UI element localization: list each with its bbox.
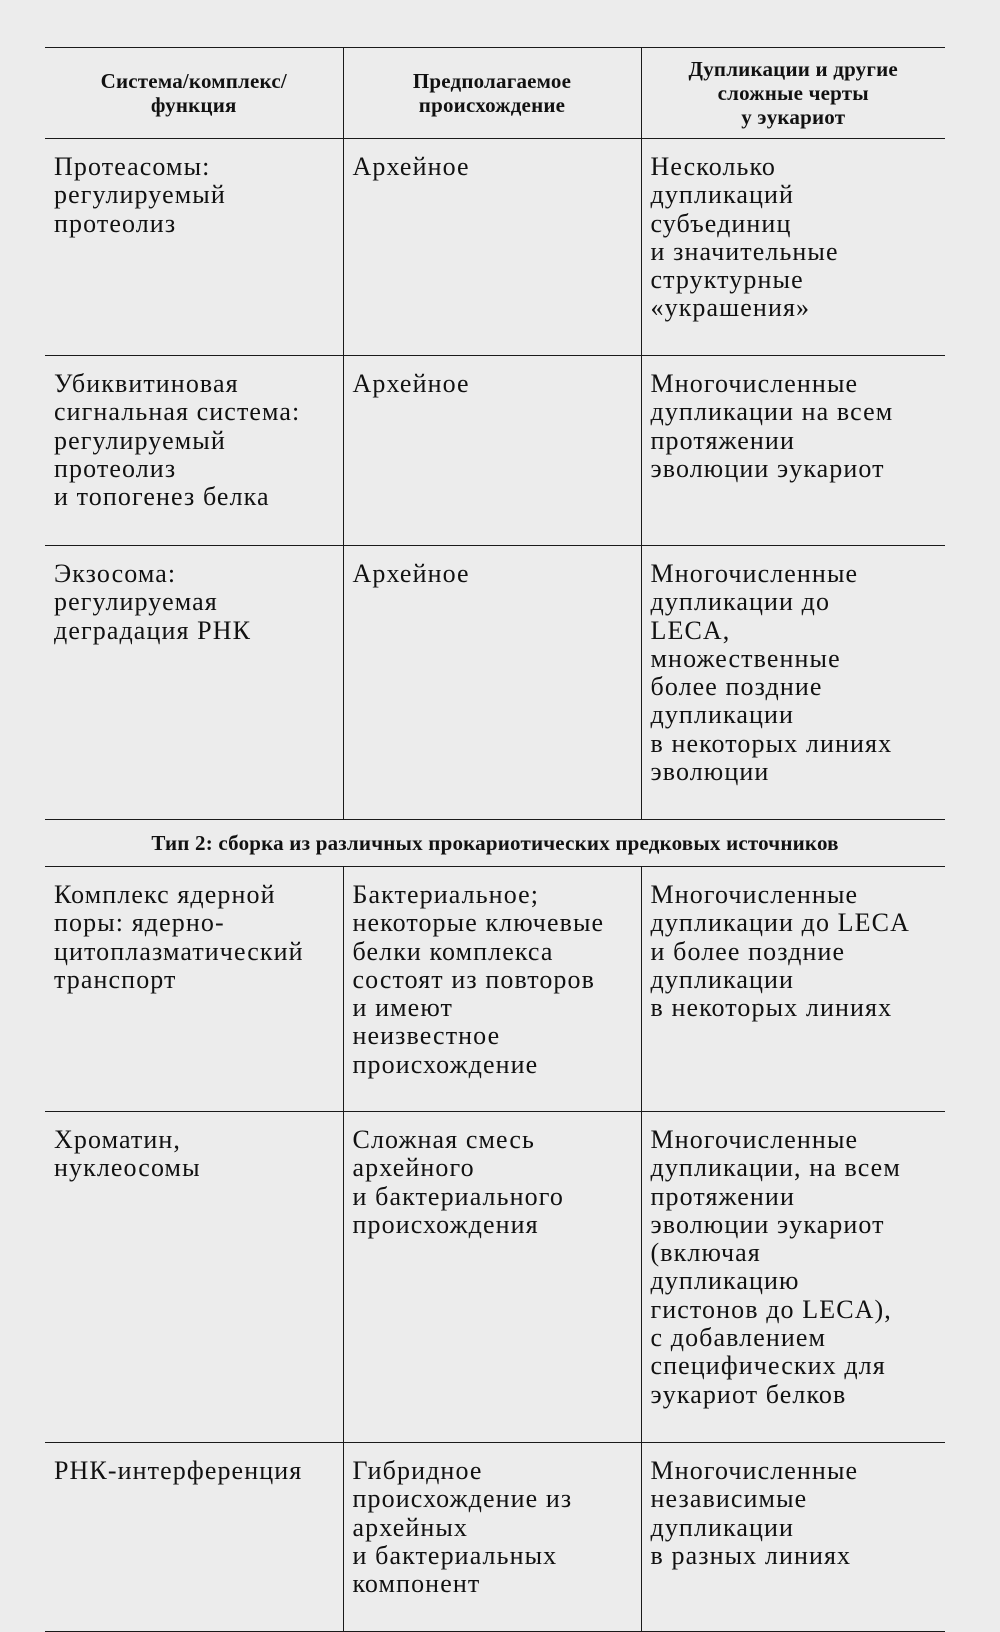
table-row: [45, 139, 945, 356]
cell-duplications: Многочисленные дупликации до LECA, множественные более поздние дупликации в некоторых линиях эволюции: [641, 546, 945, 820]
cell-origin: Архейное: [343, 546, 641, 820]
header-duplications: Дупликации и другие сложные черты у эукариот: [641, 48, 945, 139]
cell-origin: Бактериальное; некоторые ключевые белки комплекса состоят из повторов и имеют неизвестное происхождение: [343, 867, 641, 1112]
cell-system: Протеасомы: регулируемый протеолиз: [45, 139, 343, 356]
cell-duplications: Многочисленные дупликации до LECA и более поздние дупликации в некоторых линиях: [641, 867, 945, 1112]
cell-duplications: Несколько дупликаций субъединиц и значительные структурные «украшения»: [641, 139, 945, 356]
cell-system: РНК-интерференция: [45, 1443, 343, 1632]
cell-origin: Архейное: [343, 139, 641, 356]
header-system: Система/комплекс/ функция: [45, 48, 343, 139]
table-row: [45, 546, 945, 820]
cell-origin: Сложная смесь архейного и бактериального происхождения: [343, 1112, 641, 1443]
cell-duplications: Многочисленные дупликации, на всем протяжении эволюции эукариот (включая дупликацию гистонов до LECA), с добавлением специфических для эукариот белков: [641, 1112, 945, 1443]
cell-system: Комплекс ядерной поры: ядерно- цитоплазматический транспорт: [45, 867, 343, 1112]
cell-duplications: Многочисленные дупликации на всем протяжении эволюции эукариот: [641, 356, 945, 546]
section-heading-type2: Тип 2: сборка из различных прокариотических предковых источников: [45, 820, 945, 867]
comparison-table: [45, 47, 945, 1632]
header-row: [45, 48, 945, 139]
cell-origin: Архейное: [343, 356, 641, 546]
table-row: [45, 356, 945, 546]
table-row: [45, 1112, 945, 1443]
cell-system: Экзосома: регулируемая деградация РНК: [45, 546, 343, 820]
section-row: [45, 820, 945, 867]
table-row: [45, 867, 945, 1112]
cell-origin: Гибридное происхождение из архейных и бактериальных компонент: [343, 1443, 641, 1632]
header-origin: Предполагаемое происхождение: [343, 48, 641, 139]
table-row: [45, 1443, 945, 1632]
cell-system: Хроматин, нуклеосомы: [45, 1112, 343, 1443]
cell-duplications: Многочисленные независимые дупликации в разных линиях: [641, 1443, 945, 1632]
cell-system: Убиквитиновая сигнальная система: регулируемый протеолиз и топогенез белка: [45, 356, 343, 546]
